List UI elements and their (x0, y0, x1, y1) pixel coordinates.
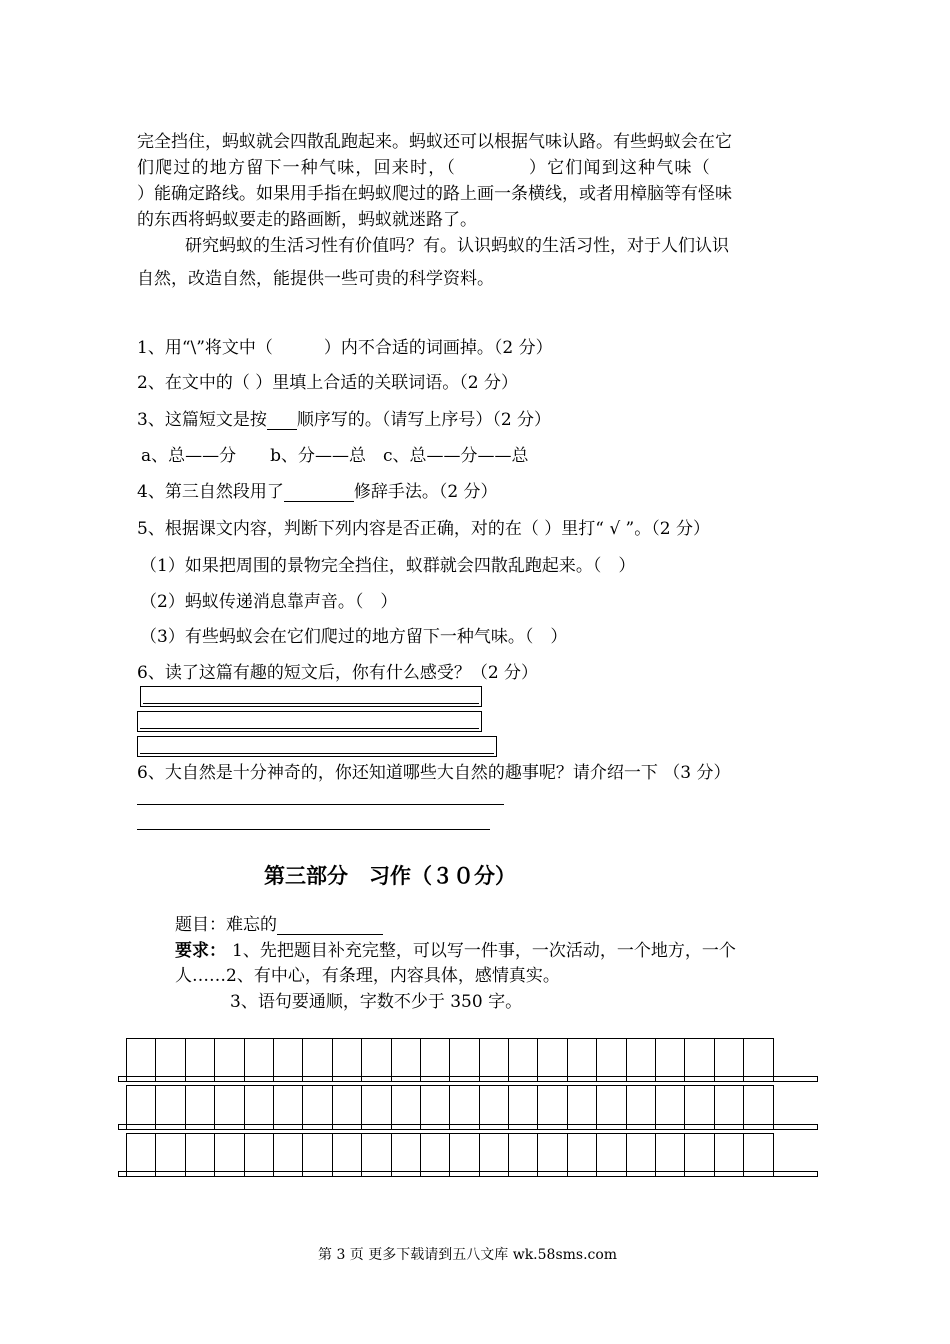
question-6: 6、读了这篇有趣的短文后，你有什么感受？（2 分） (137, 663, 539, 683)
writing-grid-divider-2 (118, 1124, 818, 1130)
question-4-suffix: 修辞手法。（2 分） (353, 482, 498, 502)
answer-line-1[interactable] (137, 804, 504, 805)
question-1: 1、用“\”将文中（ ）内不合适的词画掉。（2 分） (137, 338, 553, 358)
question-5-item-1: （1）如果把周围的景物完全挡住，蚁群就会四散乱跑起来。（ ） (140, 556, 636, 576)
question-3-suffix: 顺序写的。（请写上序号）（2 分） (296, 410, 552, 430)
answer-box-2[interactable] (137, 711, 482, 732)
question-3-options: a、总——分 b、分——总 c、总——分——总 (141, 446, 529, 466)
question-3 (137, 412, 551, 430)
question-6b: 6、大自然是十分神奇的，你还知道哪些大自然的趣事呢？请介绍一下 （3 分） (137, 763, 731, 783)
question-5: 5、根据课文内容，判断下列内容是否正确，对的在（ ）里打“ √ ”。（2 分） (137, 519, 710, 539)
answer-line-2[interactable] (137, 829, 490, 830)
question-4-prefix: 4、第三自然段用了 (137, 482, 284, 502)
question-4 (137, 484, 498, 502)
question-4-blank[interactable] (284, 484, 354, 502)
requirement-label: 要求： (175, 941, 226, 961)
passage-line-4: 的东西将蚂蚁要走的路画断，蚂蚁就迷路了。 (137, 210, 477, 230)
requirement-line-1: 1、先把题目补充完整，可以写一件事，一次活动，一个地方，一个 (232, 941, 736, 961)
question-5-item-3: （3）有些蚂蚁会在它们爬过的地方留下一种气味。（ ） (140, 627, 568, 647)
requirement-line-2: 人……2、有中心，有条理，内容具体，感情真实。 (175, 966, 560, 986)
part3-title: 第三部分 习作（３０分） (264, 864, 516, 888)
page-footer: 第 3 页 更多下载请到五八文库 wk.58sms.com (318, 1247, 618, 1263)
writing-grid-divider-1 (118, 1076, 818, 1082)
passage-line-1: 完全挡住，蚂蚁就会四散乱跑起来。蚂蚁还可以根据气味认路。有些蚂蚁会在它 (137, 132, 732, 152)
answer-box-1[interactable] (140, 686, 482, 707)
question-3-blank[interactable] (267, 412, 297, 430)
passage-line-2: 们爬过的地方留下一种气味，回来时，（ ）它们闻到这种气味（ (137, 158, 711, 178)
writing-grid-row-2[interactable] (126, 1085, 774, 1129)
question-3-prefix: 3、这篇短文是按 (137, 410, 267, 430)
passage-line-6: 自然，改造自然，能提供一些可贵的科学资料。 (137, 269, 494, 289)
writing-grid-divider-3 (118, 1171, 818, 1177)
question-2: 2、在文中的（ ）里填上合适的关联词语。（2 分） (137, 373, 518, 393)
question-5-item-2: （2）蚂蚁传递消息靠声音。（ ） (140, 592, 398, 612)
answer-box-3[interactable] (137, 736, 497, 757)
topic-label: 题目：难忘的 (175, 915, 277, 935)
part3-topic (175, 917, 383, 935)
passage-line-3: ）能确定路线。如果用手指在蚂蚁爬过的路上画一条横线，或者用樟脑等有怪味 (137, 184, 732, 204)
passage-line-5: 研究蚂蚁的生活习性有价值吗？有。认识蚂蚁的生活习性，对于人们认识 (185, 236, 729, 256)
requirement-line-3: 3、语句要通顺，字数不少于 350 字。 (230, 992, 523, 1012)
topic-blank[interactable] (277, 917, 383, 935)
